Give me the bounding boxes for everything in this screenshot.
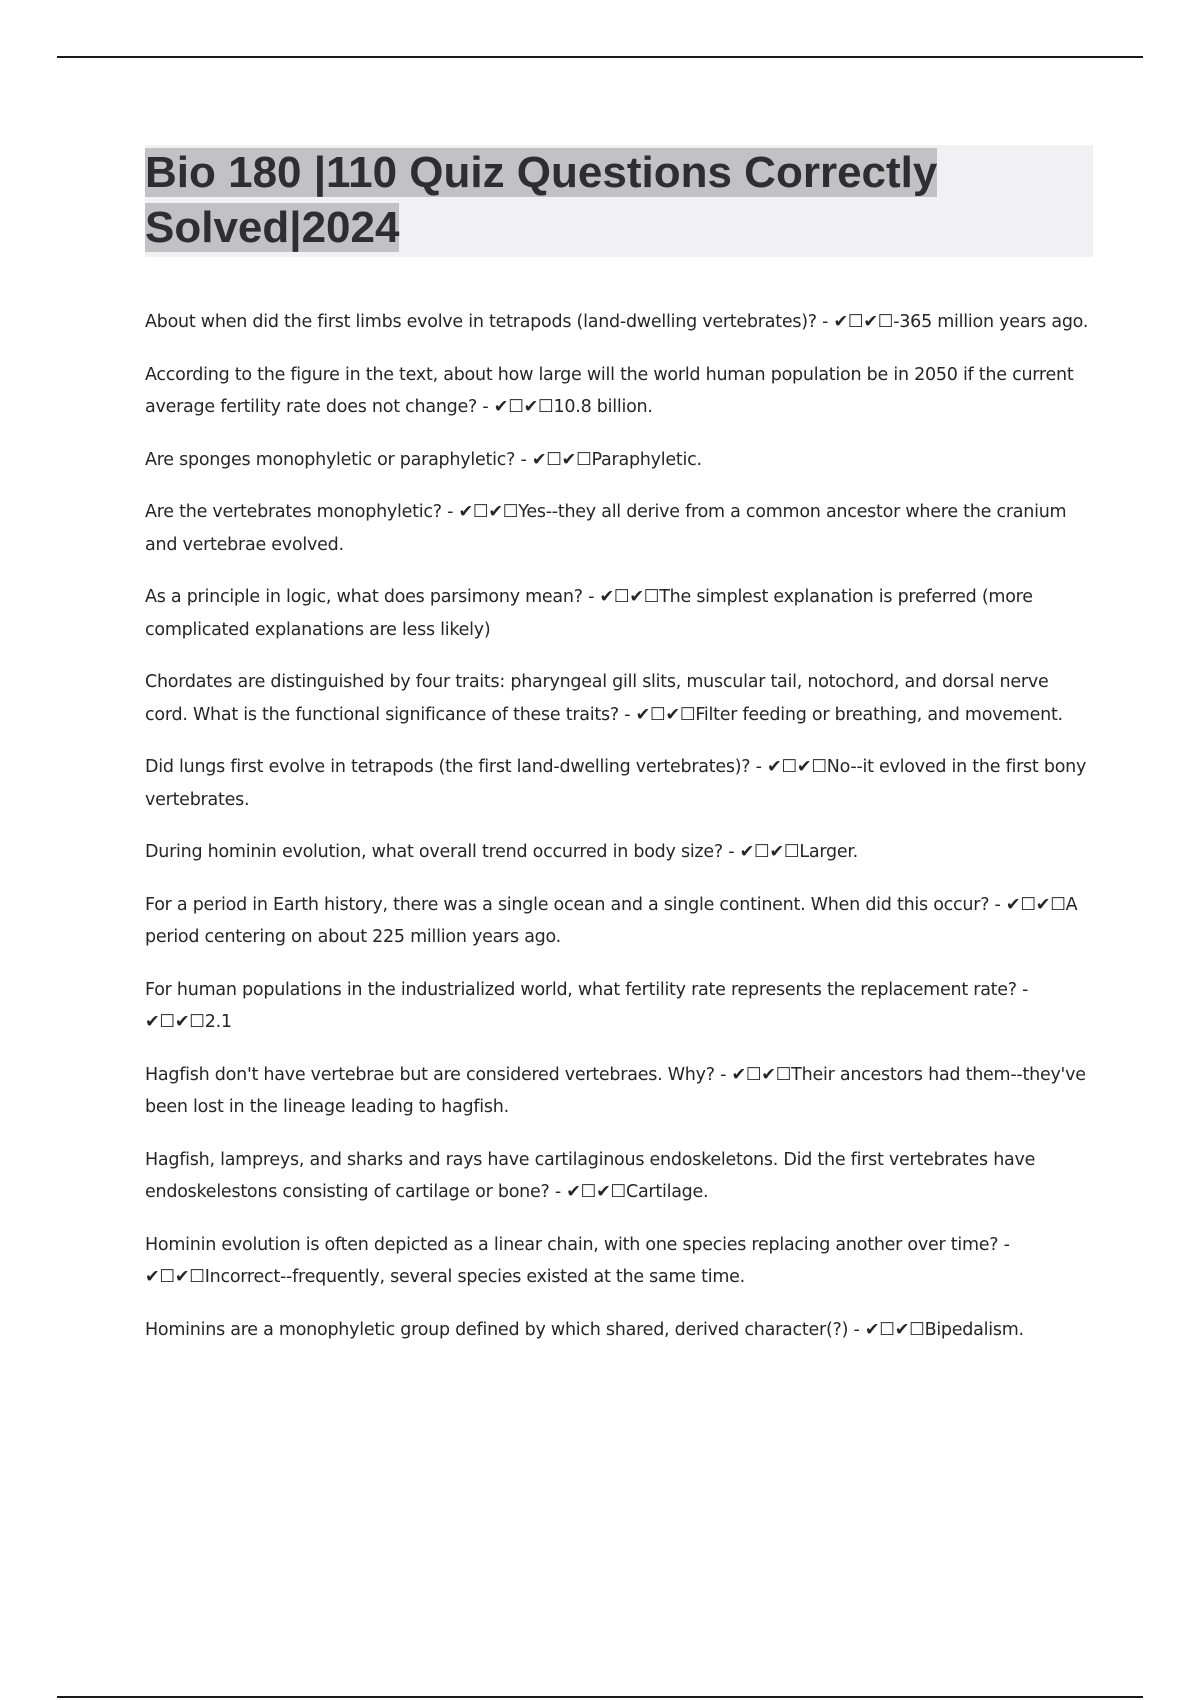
question-text: According to the figure in the text, about how large will the world human population be in 2050 if the current average fertility rate does not change? [145,364,1074,417]
answer-marker: - ✔☐✔☐ [515,449,592,470]
qa-item [145,359,1095,424]
answer-text: 10.8 billion. [553,397,653,417]
qa-item [145,444,1095,477]
answer-marker: - ✔☐✔☐ [722,842,800,862]
qa-item [145,889,1095,954]
question-text: Hagfish don't have vertebrae but are considered vertebraes. Why? [145,1064,715,1085]
qa-item [145,581,1095,646]
question-text: Hagfish, lampreys, and sharks and rays have cartilaginous endoskeletons. Did the first vertebrates have endoskelestons consisting of cartilage or bone? [145,1149,1036,1202]
document-title [145,145,1093,255]
qa-item [145,1059,1095,1124]
answer-marker: - ✔☐✔☐ [989,894,1066,915]
title-line-1: Bio 180 |110 Quiz Questions Correctly [145,148,938,197]
answer-marker: - ✔☐✔☐ [145,1234,1010,1287]
qa-item [145,751,1095,816]
answer-marker: - ✔☐✔☐ [750,757,827,777]
answer-text: Filter feeding or breathing, and movement. [695,704,1063,725]
qa-item [145,496,1095,561]
qa-item [145,836,1095,869]
qa-list [145,306,1095,1366]
question-text: During hominin evolution, what overall trend occurred in body size? [145,842,723,862]
question-text: Hominin evolution is often depicted as a linear chain, with one species replacing another over time? [145,1234,999,1255]
qa-item [145,1314,1095,1347]
answer-marker: - ✔☐✔☐ [441,502,519,522]
answer-text: Larger. [799,842,858,862]
title-line-2: Solved|2024 [145,203,400,252]
question-text: Are the vertebrates monophyletic? [145,502,442,522]
answer-text: A period centering on about 225 million years ago. [145,894,1078,947]
question-text: About when did the first limbs evolve in tetrapods (land-dwelling vertebrates)? [145,312,817,332]
question-text: Hominins are a monophyletic group defined by which shared, derived character(?) [145,1319,849,1340]
answer-text: Their ancestors had them--they've been lost in the lineage leading to hagfish. [145,1064,1086,1117]
question-text: For a period in Earth history, there was a single ocean and a single continent. When did this occur? [145,894,990,915]
answer-marker: - ✔☐✔☐ [848,1319,925,1340]
qa-item [145,666,1095,731]
answer-text: Cartilage. [625,1182,709,1202]
answer-marker: - ✔☐✔☐ [145,979,1029,1032]
qa-item [145,306,1095,339]
title-block [145,145,1093,257]
answer-marker: - ✔☐✔☐ [582,587,660,607]
top-rule [57,56,1143,58]
question-text: Chordates are distinguished by four traits: pharyngeal gill slits, muscular tail, notochord, and dorsal nerve cord. What is the functional significance of these traits? [145,672,1049,725]
question-text: Are sponges monophyletic or paraphyletic? [145,449,516,470]
qa-item [145,1144,1095,1209]
question-text: For human populations in the industrialized world, what fertility rate represents the replacement rate? [145,979,1017,1000]
answer-text: 2.1 [204,1012,232,1032]
qa-item [145,974,1095,1039]
answer-text: Bipedalism. [924,1319,1024,1340]
answer-text: -365 million years ago. [893,312,1089,332]
answer-marker: - ✔☐✔☐ [618,704,696,725]
answer-marker: - ✔☐✔☐ [714,1064,792,1085]
qa-item [145,1229,1095,1294]
question-text: Did lungs first evolve in tetrapods (the first land-dwelling vertebrates)? [145,757,751,777]
answer-text: Yes--they all derive from a common ancestor where the cranium and vertebrae evolved. [145,502,1067,555]
answer-text: No--it evloved in the first bony vertebrates. [145,757,1087,810]
question-text: As a principle in logic, what does parsimony mean? [145,587,583,607]
answer-marker: - ✔☐✔☐ [816,312,894,332]
answer-marker: - ✔☐✔☐ [477,397,554,417]
bottom-rule [57,1696,1143,1698]
answer-text: The simplest explanation is preferred (more complicated explanations are less likely) [145,587,1033,640]
answer-text: Incorrect--frequently, several species existed at the same time. [204,1267,745,1287]
answer-marker: - ✔☐✔☐ [549,1182,626,1202]
answer-text: Paraphyletic. [591,449,702,470]
